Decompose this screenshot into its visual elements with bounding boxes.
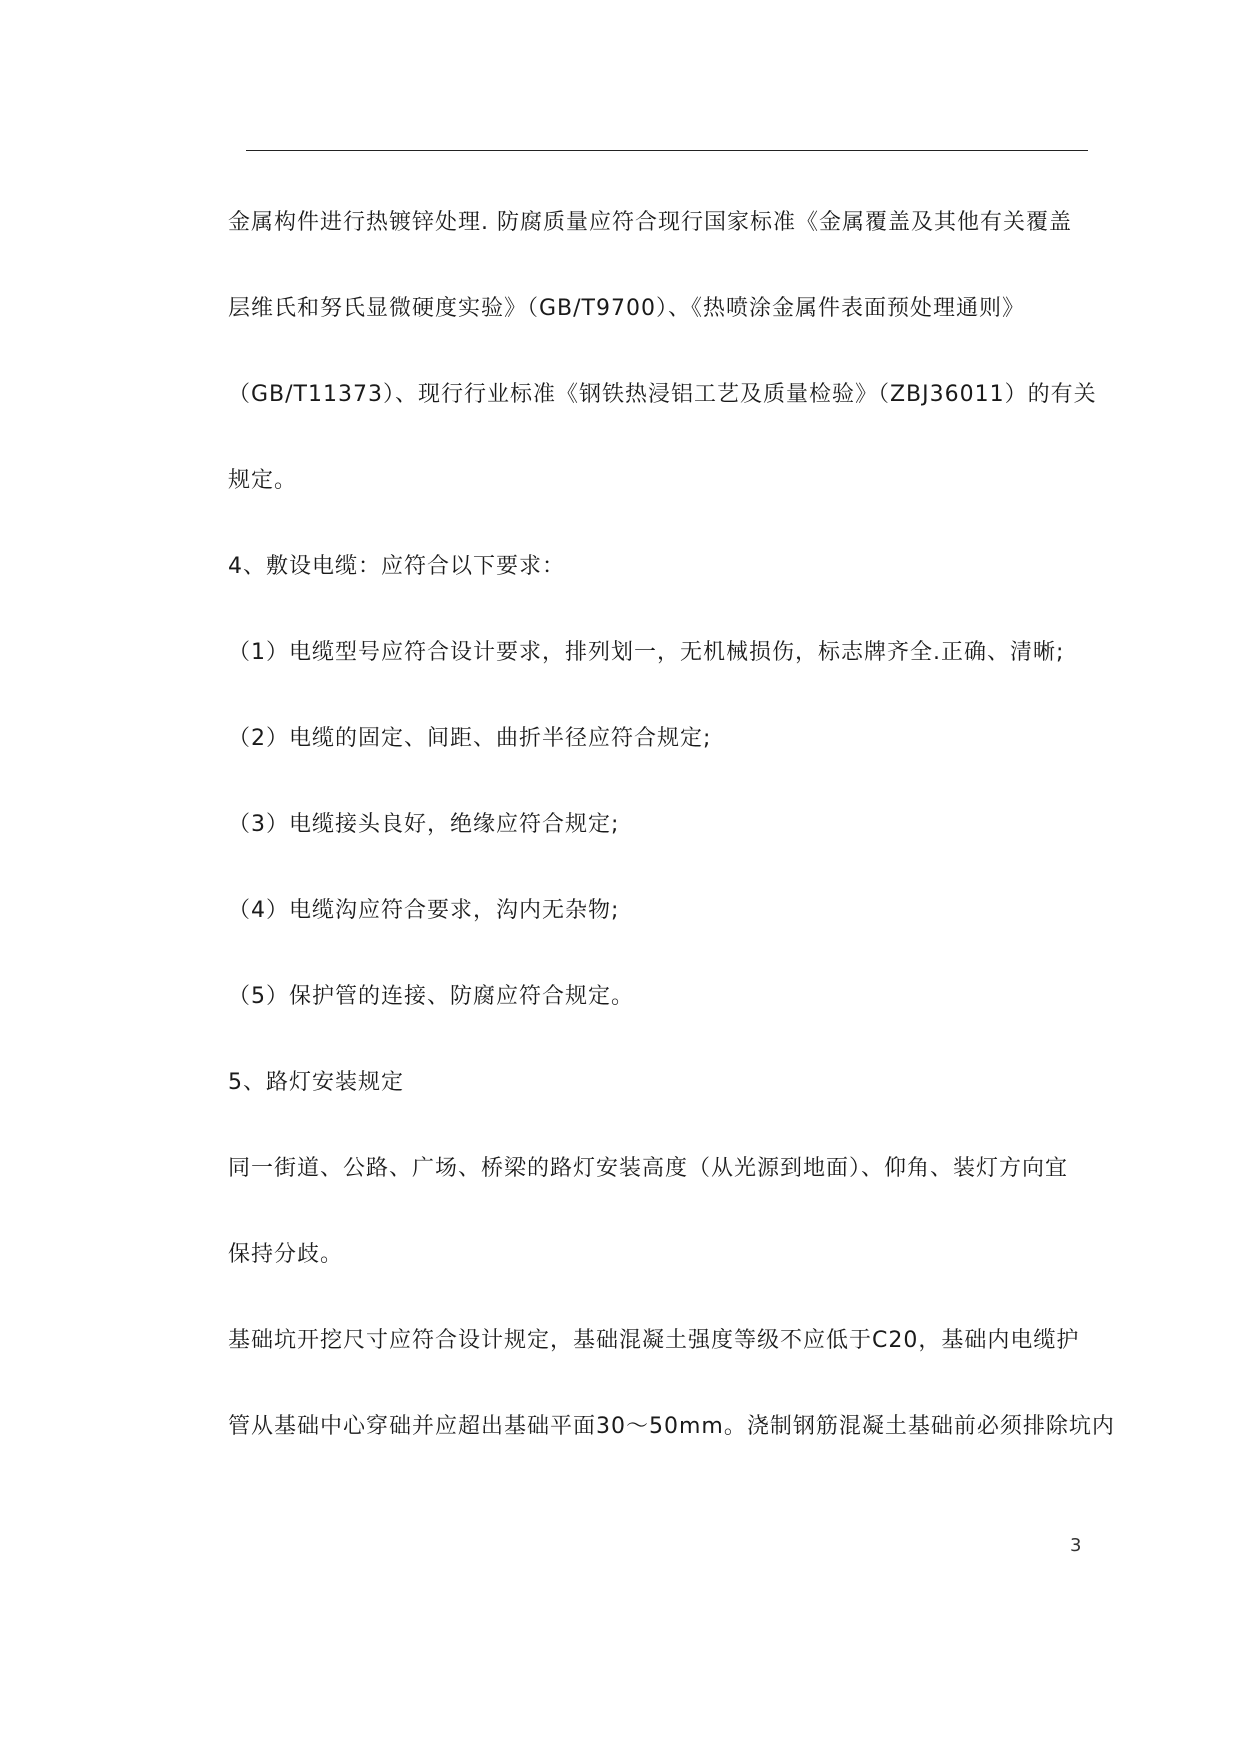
text-line: 同一街道、公路、广场、桥梁的路灯安装高度（从光源到地面）、仰角、装灯方向宜 bbox=[228, 1156, 1069, 1181]
text-line: （GB/T11373）、现行行业标准《钢铁热浸铝工艺及质量检验》（ZBJ36011）的有关 bbox=[228, 382, 1097, 407]
text-line: 管从基础中心穿础并应超出基础平面30～50mm。浇制钢筋混凝土基础前必须排除坑内 bbox=[228, 1414, 1115, 1439]
section-heading-cable-laying: 4、敷设电缆：应符合以下要求： bbox=[228, 554, 565, 579]
list-item: （4）电缆沟应符合要求，沟内无杂物; bbox=[228, 898, 620, 923]
text-line: 金属构件进行热镀锌处理. 防腐质量应符合现行国家标准《金属覆盖及其他有关覆盖 bbox=[228, 210, 1072, 235]
list-item: （1）电缆型号应符合设计要求，排列划一，无机械损伤，标志牌齐全.正确、清晰; bbox=[228, 640, 1065, 665]
header-rule bbox=[246, 150, 1088, 151]
text-line: 基础坑开挖尺寸应符合设计规定，基础混凝土强度等级不应低于C20，基础内电缆护 bbox=[228, 1328, 1080, 1353]
section-heading-streetlight: 5、路灯安装规定 bbox=[228, 1070, 404, 1095]
list-item: （5）保护管的连接、防腐应符合规定。 bbox=[228, 984, 634, 1009]
page-number: 3 bbox=[1070, 1535, 1082, 1556]
list-item: （3）电缆接头良好，绝缘应符合规定; bbox=[228, 812, 620, 837]
text-line: 规定。 bbox=[228, 468, 298, 493]
list-item: （2）电缆的固定、间距、曲折半径应符合规定; bbox=[228, 726, 712, 751]
text-line: 层维氏和努氏显微硬度实验》（GB/T9700）、《热喷涂金属件表面预处理通则》 bbox=[228, 296, 1025, 321]
text-line: 保持分歧。 bbox=[228, 1242, 344, 1267]
